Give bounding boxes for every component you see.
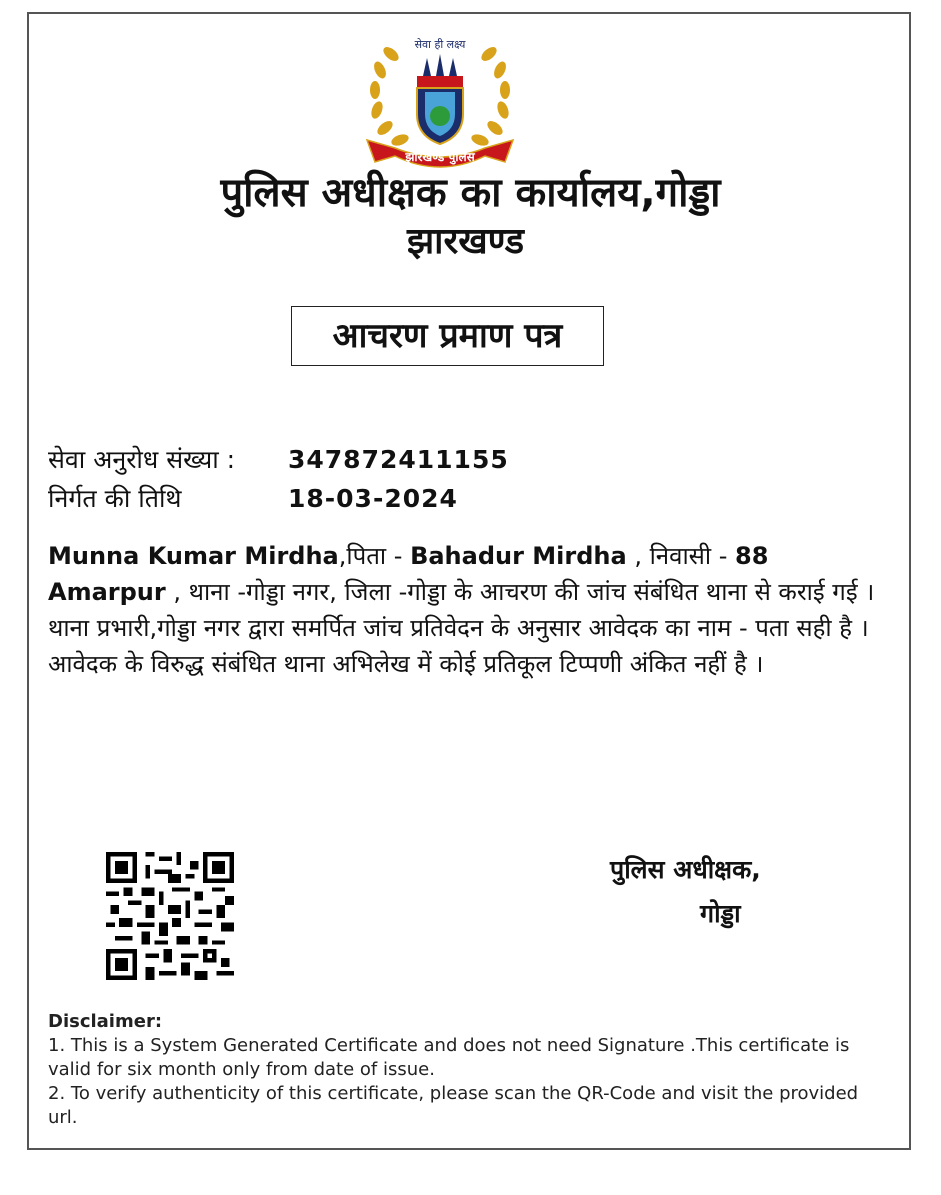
request-number-row bbox=[48, 443, 509, 477]
certificate-title: आचरण प्रमाण पत्र bbox=[291, 306, 604, 366]
issue-date-row bbox=[48, 482, 458, 516]
issue-date-value: 18-03-2024 bbox=[288, 484, 458, 513]
qr-code-icon[interactable] bbox=[106, 852, 234, 980]
logo-ribbon-text: झारखण्ड पुलिस bbox=[405, 150, 475, 164]
applicant-name: Munna Kumar Mirdha bbox=[48, 542, 339, 570]
body-statement: , थाना -गोड्डा नगर, जिला -गोड्डा के आचरण की जांच संबंधित थाना से कराई गई । थाना प्रभारी,गोड्डा नगर द्वारा समर्पित जांच प्रतिवेदन के अनुसार आवेदक का नाम - पता सही है । आवेदक के विरुद्ध संबंधित थाना अभिलेख में कोई प्रतिकूल टिप्पणी अंकित नहीं है । bbox=[48, 578, 875, 678]
resident-label: , निवासी - bbox=[626, 542, 736, 570]
request-number-value: 347872411155 bbox=[288, 445, 509, 474]
father-label: ,पिता - bbox=[338, 542, 411, 570]
state-title: झारखण्ड bbox=[406, 221, 525, 262]
father-name: Bahadur Mirdha bbox=[410, 542, 627, 570]
issue-date-label: निर्गत की तिथि bbox=[48, 484, 182, 513]
disclaimer-heading: Disclaimer: bbox=[48, 1011, 163, 1032]
disclaimer-point-1: 1. This is a System Generated Certificate and does not need Signature .This certificate is valid for six month only from date of issue. bbox=[48, 1035, 850, 1080]
disclaimer-point-2: 2. To verify authenticity of this certificate, please scan the QR-Code and visit the provided url. bbox=[48, 1083, 859, 1128]
signature-location: गोड्डा bbox=[700, 899, 741, 928]
signature-designation: पुलिस अधीक्षक, bbox=[610, 855, 761, 884]
office-title: पुलिस अधीक्षक का कार्यालय,गोड्डा bbox=[220, 170, 721, 216]
applicant-address: 88 Amarpur bbox=[48, 542, 769, 606]
logo-motto-text: सेवा ही लक्ष्य bbox=[414, 38, 466, 51]
disclaimer bbox=[48, 1010, 868, 1130]
certificate-body bbox=[48, 538, 878, 682]
request-number-label: सेवा अनुरोध संख्या : bbox=[48, 445, 236, 474]
police-emblem-logo bbox=[355, 28, 525, 178]
